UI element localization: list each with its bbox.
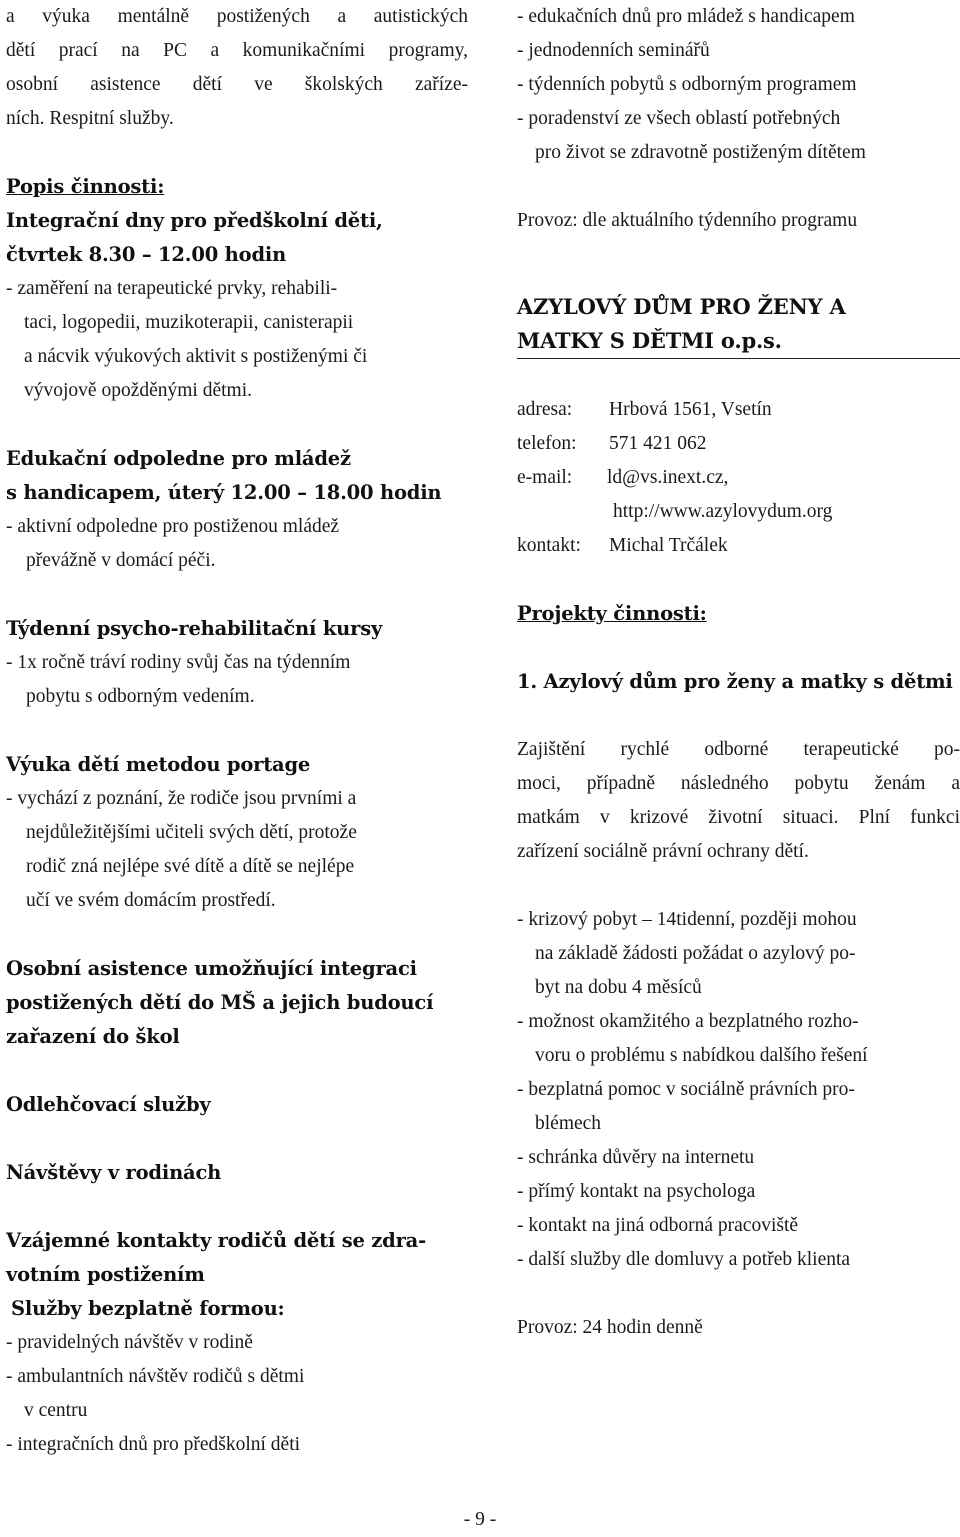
osobni-heading: zařazení do škol	[6, 1025, 180, 1048]
integracni-heading: čtvrtek 8.30 – 12.00 hodin	[6, 243, 287, 266]
list-item: - další služby dle domluvy a potřeb klienta	[517, 1249, 851, 1270]
text-line: učí ve svém domácím prostředí.	[26, 890, 276, 911]
text-line: a nácvik výukových aktivit s postiženými či	[24, 346, 368, 367]
text-line: ních. Respitní služby.	[6, 108, 174, 129]
text-line: Zajištění rychlé odborné terapeutické po-	[517, 739, 960, 760]
text-line: - poradenství ze všech oblastí potřebných	[517, 108, 841, 129]
text-line: a výuka mentálně postižených a autistických	[6, 6, 468, 27]
sluzby-heading: Služby bezplatně formou:	[11, 1297, 285, 1320]
text-line: - edukačních dnů pro mládež s handicapem	[517, 6, 855, 27]
text-line: - aktivní odpoledne pro postiženou mládež	[6, 516, 340, 537]
left-column	[6, 0, 468, 1462]
contact-address: Hrbová 1561, Vsetín	[609, 399, 772, 420]
text-line: pobytu s odborným vedením.	[26, 686, 255, 707]
text-line: pro život se zdravotně postiženým dítětem	[535, 142, 866, 163]
text-line: - ambulantních návštěv rodičů s dětmi	[6, 1366, 305, 1387]
osobni-heading: Osobní asistence umožňující integraci	[6, 957, 417, 980]
list-item: byt na dobu 4 měsíců	[535, 977, 702, 998]
contact-label: kontakt:	[517, 535, 581, 556]
project-heading: 1. Azylový dům pro ženy a matky s dětmi	[517, 670, 953, 693]
edukacni-heading: Edukační odpoledne pro mládež	[6, 447, 351, 470]
text-line: - integračních dnů pro předškolní děti	[6, 1434, 301, 1455]
contact-email-link[interactable]: ld@vs.inext.cz,	[607, 467, 729, 488]
list-item: - bezplatná pomoc v sociálně právních pro-	[517, 1079, 855, 1100]
intro-text	[6, 0, 468, 136]
contact-phone: 571 421 062	[609, 433, 707, 454]
org-title: AZYLOVÝ DŮM PRO ŽENY A	[517, 294, 846, 319]
text-line: převážně v domácí péči.	[26, 550, 216, 571]
list-item: - přímý kontakt na psychologa	[517, 1181, 756, 1202]
contact-table	[517, 393, 960, 563]
text-line: moci, případně následného pobytu ženám a	[517, 773, 960, 794]
text-line: - zaměření na terapeutické prvky, rehabili-	[6, 278, 338, 299]
text-line: - vychází z poznání, že rodiče jsou prvními a	[6, 788, 357, 809]
list-item: - schránka důvěry na internetu	[517, 1147, 755, 1168]
text-line: - týdenních pobytů s odborným programem	[517, 74, 857, 95]
project-description	[517, 733, 960, 869]
text-line: vývojově opožděnými dětmi.	[24, 380, 253, 401]
navstevy-heading: Návštěvy v rodinách	[6, 1161, 222, 1184]
text-line: rodič zná nejlépe své dítě a dítě se nejlépe	[26, 856, 355, 877]
text-line: matkám v krizové životní situaci. Plní funkci	[517, 807, 960, 828]
page-number: - 9 -	[463, 1509, 497, 1530]
text-line: - jednodenních seminářů	[517, 40, 710, 61]
vzajemne-heading: Vzájemné kontakty rodičů dětí se zdra-	[6, 1229, 426, 1252]
text-line: osobní asistence dětí ve školských zaříze-	[6, 74, 468, 95]
text-line: v centru	[24, 1400, 88, 1421]
org-title-block	[517, 290, 960, 359]
list-item: - krizový pobyt – 14tidenní, později mohou	[517, 909, 857, 930]
contact-person: Michal Trčálek	[609, 535, 728, 556]
contact-web-link[interactable]: http://www.azylovydum.org	[613, 501, 833, 522]
vzajemne-heading: votním postižením	[6, 1263, 205, 1286]
org-title: MATKY S DĚTMI o.p.s.	[517, 328, 782, 353]
osobni-heading: postižených dětí do MŠ a jejich budoucí	[6, 991, 434, 1014]
list-item: - možnost okamžitého a bezplatného rozho-	[517, 1011, 859, 1032]
text-line: taci, logopedii, muzikoterapii, canisterapii	[24, 312, 354, 333]
projekty-heading: Projekty činnosti:	[517, 602, 707, 625]
text-line: - pravidelných návštěv v rodině	[6, 1332, 253, 1353]
service-list	[517, 903, 960, 1277]
vyuka-heading: Výuka dětí metodou portage	[6, 753, 311, 776]
text-line: zařízení sociálně právní ochrany dětí.	[517, 841, 809, 862]
list-item: voru o problému s nabídkou dalšího řešení	[535, 1045, 868, 1066]
contact-label: adresa:	[517, 399, 573, 420]
edukacni-heading: s handicapem, úterý 12.00 – 18.00 hodin	[6, 481, 442, 504]
list-item: - kontakt na jiná odborná pracoviště	[517, 1215, 799, 1236]
contact-label: telefon:	[517, 433, 577, 454]
text-line: nejdůležitějšími učiteli svých dětí, protože	[26, 822, 357, 843]
text-line: dětí prací na PC a komunikačními programy,	[6, 40, 468, 61]
tydenni-heading: Týdenní psycho-rehabilitační kursy	[6, 617, 383, 640]
popis-heading: Popis činnosti:	[6, 175, 165, 198]
list-item: na základě žádosti požádat o azylový po-	[535, 943, 856, 964]
integracni-heading: Integrační dny pro předškolní děti,	[6, 209, 383, 232]
contact-label: e-mail:	[517, 467, 573, 488]
odlehcovaci-heading: Odlehčovací služby	[6, 1093, 211, 1116]
provoz-text: Provoz: 24 hodin denně	[517, 1317, 703, 1338]
text-line: - 1x ročně tráví rodiny svůj čas na týdenním	[6, 652, 351, 673]
provoz-text: Provoz: dle aktuálního týdenního programu	[517, 210, 858, 231]
list-item: blémech	[535, 1113, 602, 1134]
right-column	[517, 0, 960, 1345]
